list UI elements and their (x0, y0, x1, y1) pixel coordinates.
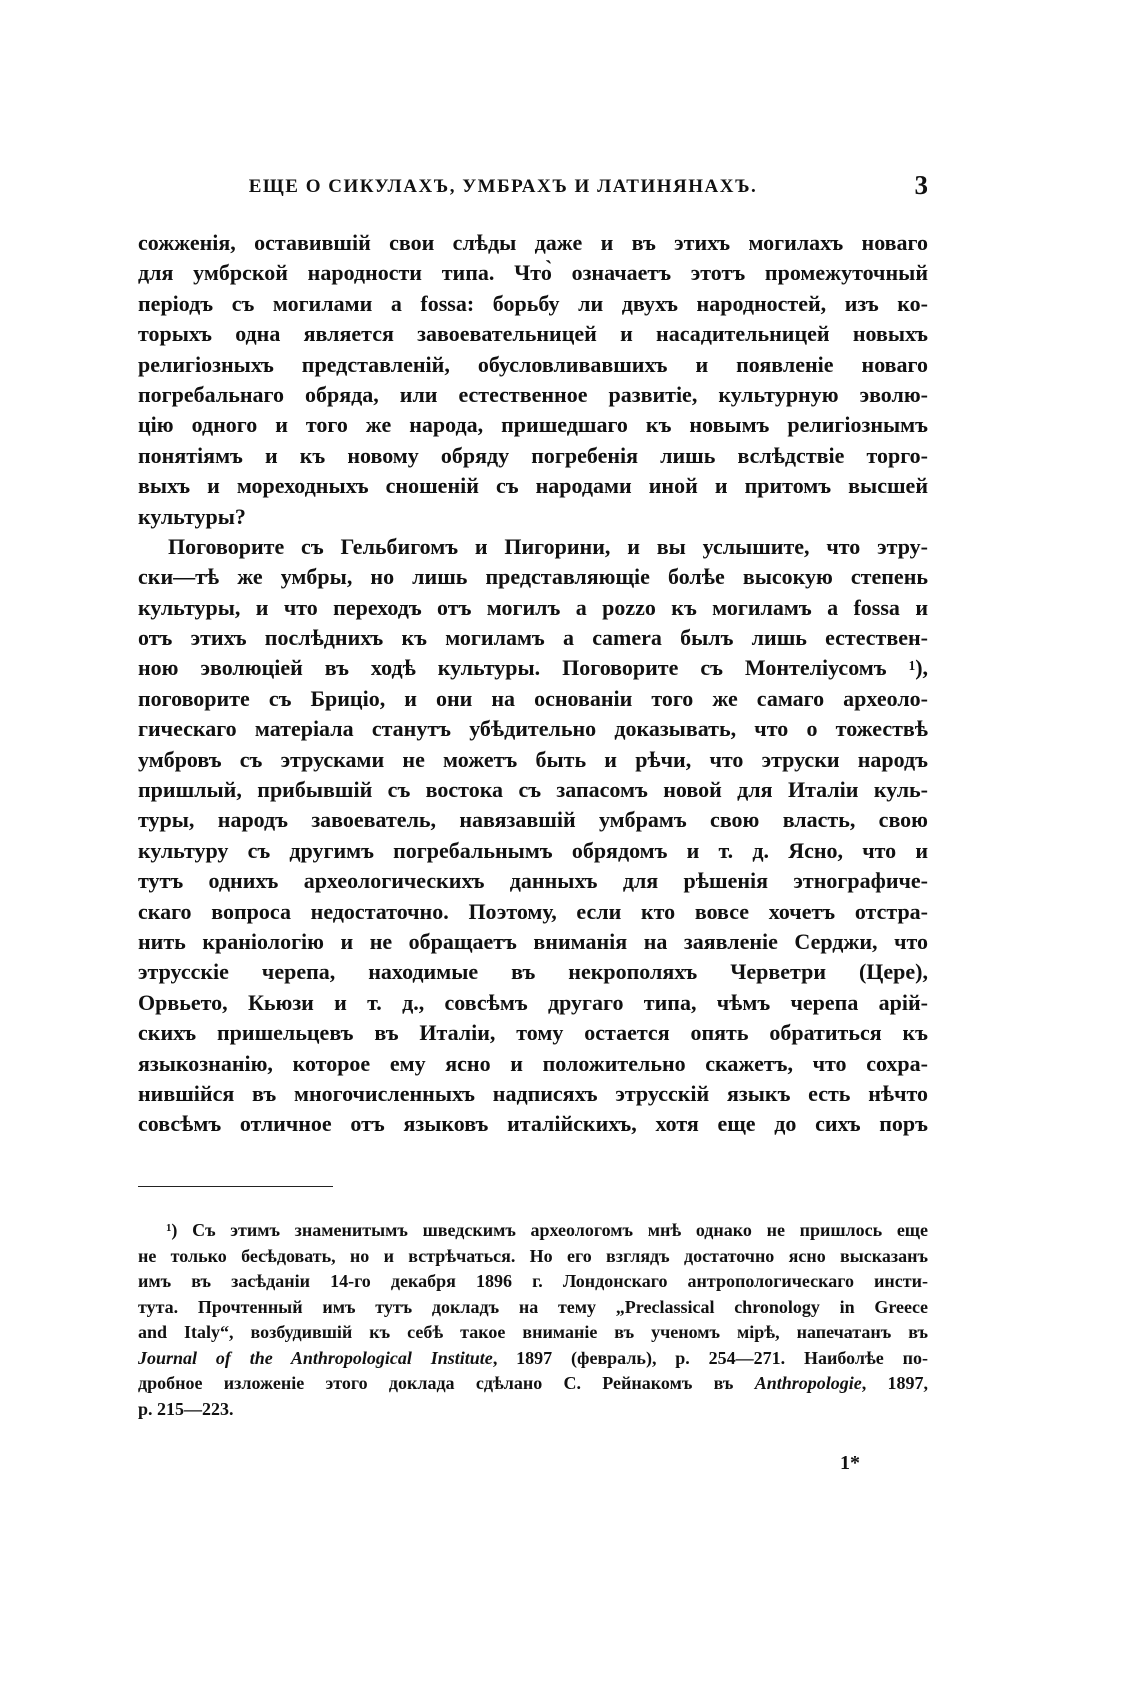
text-line: погребальнаго обряда, или естественное развитіе, культурную эволю- (138, 381, 928, 407)
text-line: этрусскіе черепа, находимые въ некрополяхъ Черветри (Церe), (138, 959, 928, 985)
footnote-line: p. 215—223. (138, 1398, 234, 1419)
text-line-with-footnote-ref (138, 653, 928, 683)
text-line: культуры? (138, 503, 246, 529)
text-line: для умбрской народности типа. Что̀ означаетъ этотъ промежуточный (138, 260, 928, 286)
footnote-line (138, 1346, 928, 1372)
footnote-marker-suffix: ) (171, 1220, 178, 1240)
footnote-divider (138, 1186, 333, 1187)
text-line: торыхъ одна является завоевательницей и насадительницей новыхъ (138, 321, 928, 347)
footnote-line: не только бесѣдовать, но и встрѣчаться. Но его взглядъ достаточно ясно высказанъ (138, 1245, 928, 1266)
running-title: ЕЩЕ О СИКУЛАХЪ, УМБРАХЪ И ЛАТИНЯНАХЪ. (248, 176, 758, 197)
footnote-line (138, 1218, 928, 1244)
text-line: туры, народъ завоеватель, навязавшій умбрамъ свою власть, свою (138, 807, 928, 833)
text-line: пришлый, прибывшій съ востока съ запасомъ новой для Италіи куль- (138, 777, 928, 803)
text-line: умбровъ съ этрусками не можетъ быть и рѣчи, что этруски народъ (138, 746, 928, 772)
journal-title: Anthropologie (754, 1373, 862, 1393)
text-line: цію одного и того же народа, пришедшаго къ новымъ религіознымъ (138, 412, 928, 438)
text-line: религіозныхъ представленій, обусловливавшихъ и появленіе новаго (138, 351, 928, 377)
footnote-ref-suffix: ), (915, 655, 929, 681)
text-line: отъ этихъ послѣднихъ къ могиламъ a camera былъ лишь естествен- (138, 625, 928, 651)
footnote-text: , 1897, (861, 1373, 929, 1393)
footnote-marker: 1 (166, 1222, 172, 1234)
text-line: поговорите съ Бриціо, и они на основаніи того же самаго археоло- (138, 685, 928, 711)
footnote-line (138, 1371, 928, 1397)
text-line: періодъ съ могилами a fossa: борьбу ли двухъ народностей, изъ ко- (138, 290, 928, 316)
journal-title: Journal of the Anthropological Institute (138, 1347, 493, 1368)
running-head (138, 168, 928, 208)
text-line: понятіямъ и къ новому обряду погребенія лишь вслѣдствіе торго- (138, 442, 928, 468)
footnote-text: , 1897 (февраль), p. 254—271. Наиболѣе по- (492, 1347, 929, 1368)
text-line: гическаго матеріала станутъ убѣдительно доказывать, что о тожествѣ (138, 716, 928, 742)
text-line: ною эволюціей въ ходѣ культуры. Поговорите съ Монтеліусомъ (138, 655, 887, 681)
text-line: скихъ пришельцевъ въ Италіи, тому остается опять обратиться къ (138, 1020, 928, 1046)
page-number: 3 (914, 170, 928, 200)
text-line: скаго вопроса недостаточно. Поэтому, если кто вовсе хочетъ отстра- (138, 898, 928, 924)
footnote-text: Съ этимъ знаменитымъ шведскимъ археологомъ мнѣ однако не пришлось еще (192, 1220, 928, 1240)
text-line: ски—тѣ же умбры, но лишь представляющіе болѣе высокую степень (138, 564, 928, 590)
text-line: Поговорите съ Гельбигомъ и Пигорини, и вы услышите, что этру- (168, 533, 928, 559)
text-line: выхъ и мореходныхъ сношеній съ народами иной и притомъ высшей (138, 473, 928, 499)
text-line: совсѣмъ отличное отъ языковъ италійскихъ, хотя еще до сихъ поръ (138, 1111, 928, 1137)
footnote (138, 1218, 928, 1422)
body-text (138, 228, 928, 1140)
text-line: нить краніологію и не обращаетъ вниманія на заявленіе Серджи, что (138, 928, 928, 954)
text-line: языкознанію, которое ему ясно и положительно скажетъ, что сохра- (138, 1050, 928, 1076)
text-line: культуру съ другимъ погребальнымъ обрядомъ и т. д. Ясно, что и (138, 837, 928, 863)
footnote-line: and Italy“, возбудившій къ себѣ такое вниманіе въ ученомъ мірѣ, напечатанъ въ (138, 1322, 928, 1342)
text-line: нившійся въ многочисленныхъ надписяхъ этрусскій языкъ есть нѣчто (138, 1080, 928, 1106)
footnote-line: имъ въ засѣданіи 14-го декабря 1896 г. Лондонскаго антропологическаго инсти- (138, 1271, 928, 1291)
footnote-text: дробное изложеніе этого доклада сдѣлано С. Рейнакомъ въ (138, 1373, 734, 1393)
footnote-ref[interactable]: 1 (908, 658, 916, 674)
text-line: Орвьето, Кьюзи и т. д., совсѣмъ другаго типа, чѣмъ черепа арій- (138, 989, 928, 1015)
text-line: культуры, и что переходъ отъ могилъ a pozzo къ могиламъ a fossa и (138, 594, 928, 620)
text-line: тутъ однихъ археологическихъ данныхъ для рѣшенія этнографиче- (138, 868, 928, 894)
signature-mark: 1* (840, 1452, 860, 1474)
text-line: сожженія, оставившій свои слѣды даже и въ этихъ могилахъ новаго (138, 230, 928, 255)
footnote-line: тута. Прочтенный имъ тутъ докладъ на тему „Preclassical chronology in Greece (138, 1296, 928, 1317)
